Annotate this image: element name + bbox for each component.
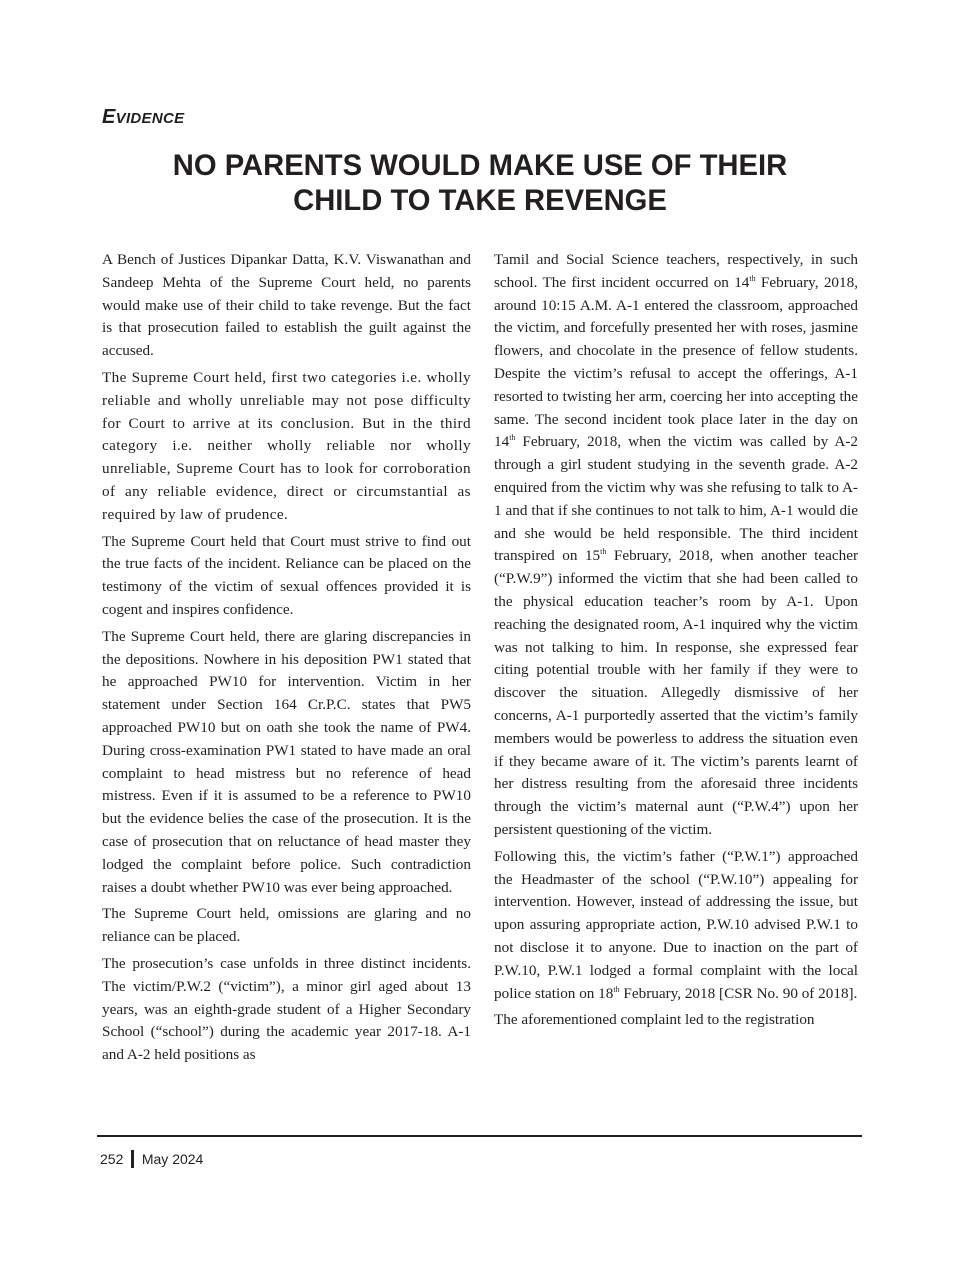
section-label-initial: E [102, 106, 116, 128]
paragraph: The aforementioned complaint led to the registration [494, 1011, 815, 1029]
article-title-line-1: NO PARENTS WOULD MAKE USE OF THEIR [172, 149, 788, 182]
separator-bar [131, 1150, 134, 1168]
left-column [102, 249, 471, 1071]
article-title [104, 148, 856, 218]
paragraph: The prosecution’s case unfolds in three distinct incidents. The victim/P.W.2 (“victim”), a minor girl aged about 13 years, was an eighth-grade student of a Higher Secondary School (“school”) during the academic year 2017-18. A-1 and A-2 held positions as [102, 954, 471, 1064]
text-run: February, 2018 [CSR No. 90 of 2018]. [619, 984, 858, 1002]
issue-date: May 2024 [141, 1151, 204, 1167]
footer-divider [97, 1135, 862, 1137]
text-run: February, 2018, when the victim was called by A-2 through a girl student studying in the seventh grade. A-2 enquired from the victim why was she refusing to talk to A-1 and that if she continues to not talk to him, A-1 would die and she would be held responsible. The third incident transpired on 15 [494, 433, 858, 565]
superscript: th [749, 273, 756, 283]
text-run: Following this, the victim’s father (“P.W.1”) approached the Headmaster of the school (“P.W.10”) appealing for intervention. However, instead of addressing the issue, but upon assuring appropriate action, P.W.10 advised P.W.1 to not disclose it to anyone. Due to inaction on the part of P.W.10, P.W.1 lodged a formal complaint with the local police station on 18 [494, 847, 858, 1002]
page-number: 252 [100, 1151, 124, 1167]
paragraph: The Supreme Court held that Court must strive to find out the true facts of the incident. Reliance can be placed on the testimony of the victim of sexual offences provided it is cogent and inspires confidence. [102, 532, 471, 618]
paragraph: The Supreme Court held, there are glaring discrepancies in the depositions. Nowhere in his deposition PW1 stated that he approached PW10 for intervention. Victim in her statement under Section 164 Cr.P.C. states that PW5 approached PW10 but on oath she took the name of PW4. During cross-examination PW1 stated to have made an oral complaint to head mistress but no reference of head mistress. Even if it is assumed to be a reference to PW10 but the evidence belies the case of the prosecution. It is the case of prosecution that on reluctance of head master they lodged the complaint before police. Such contradiction raises a doubt whether PW10 was ever being approached. [102, 627, 471, 896]
paragraph [494, 846, 858, 1006]
superscript: th [600, 547, 607, 557]
article-title-line-2: CHILD TO TAKE REVENGE [293, 184, 667, 217]
page-footer [100, 1150, 203, 1168]
section-label [102, 106, 184, 129]
text-run: February, 2018, around 10:15 A.M. A-1 entered the classroom, approached the victim, and forcefully presented her with roses, jasmine flowers, and chocolate in the presence of fellow students. Despite the victim’s refusal to accept the offerings, A-1 resorted to twisting her arm, coercing her into accepting the same. The second incident took place later in the day on 14 [494, 273, 859, 451]
text-run: Tamil and Social Science teachers, respectively, in such school. The first incident occurred on 14 [494, 251, 858, 291]
right-column [494, 249, 858, 1036]
superscript: th [613, 984, 620, 994]
paragraph: The Supreme Court held, omissions are glaring and no reliance can be placed. [102, 905, 471, 946]
text-run: February, 2018, when another teacher (“P.W.9”) informed the victim that she had been called to the physical education teacher’s room by A-1. Upon reaching the designated room, A-1 inquired why the victim was not talking to him. In response, she expressed fear citing potential trouble with her family if they were to discover the situation. Allegedly dismissive of her concerns, A-1 purportedly asserted that the victim’s family members would be powerless to address the situation even if they became aware of it. The victim’s parents learnt of her distress resulting from the aforesaid three incidents through the victim’s maternal aunt (“P.W.4”) upon her persistent questioning of the victim. [494, 547, 859, 838]
paragraph: The Supreme Court held, first two categories i.e. wholly reliable and wholly unreliable may not pose difficulty for Court to arrive at its conclusion. But in the third category i.e. neither wholly reliable nor wholly unreliable, Supreme Court has to look for corroboration of any reliable evidence, direct or circumstantial as required by law of prudence. [102, 368, 471, 523]
section-label-rest: VIDENCE [115, 110, 185, 127]
paragraph [494, 249, 858, 842]
superscript: th [509, 433, 516, 443]
paragraph: A Bench of Justices Dipankar Datta, K.V. Viswanathan and Sandeep Mehta of the Supreme Court held, no parents would make use of their child to take revenge. But the fact is that prosecution failed to establish the guilt against the accused. [102, 251, 471, 360]
